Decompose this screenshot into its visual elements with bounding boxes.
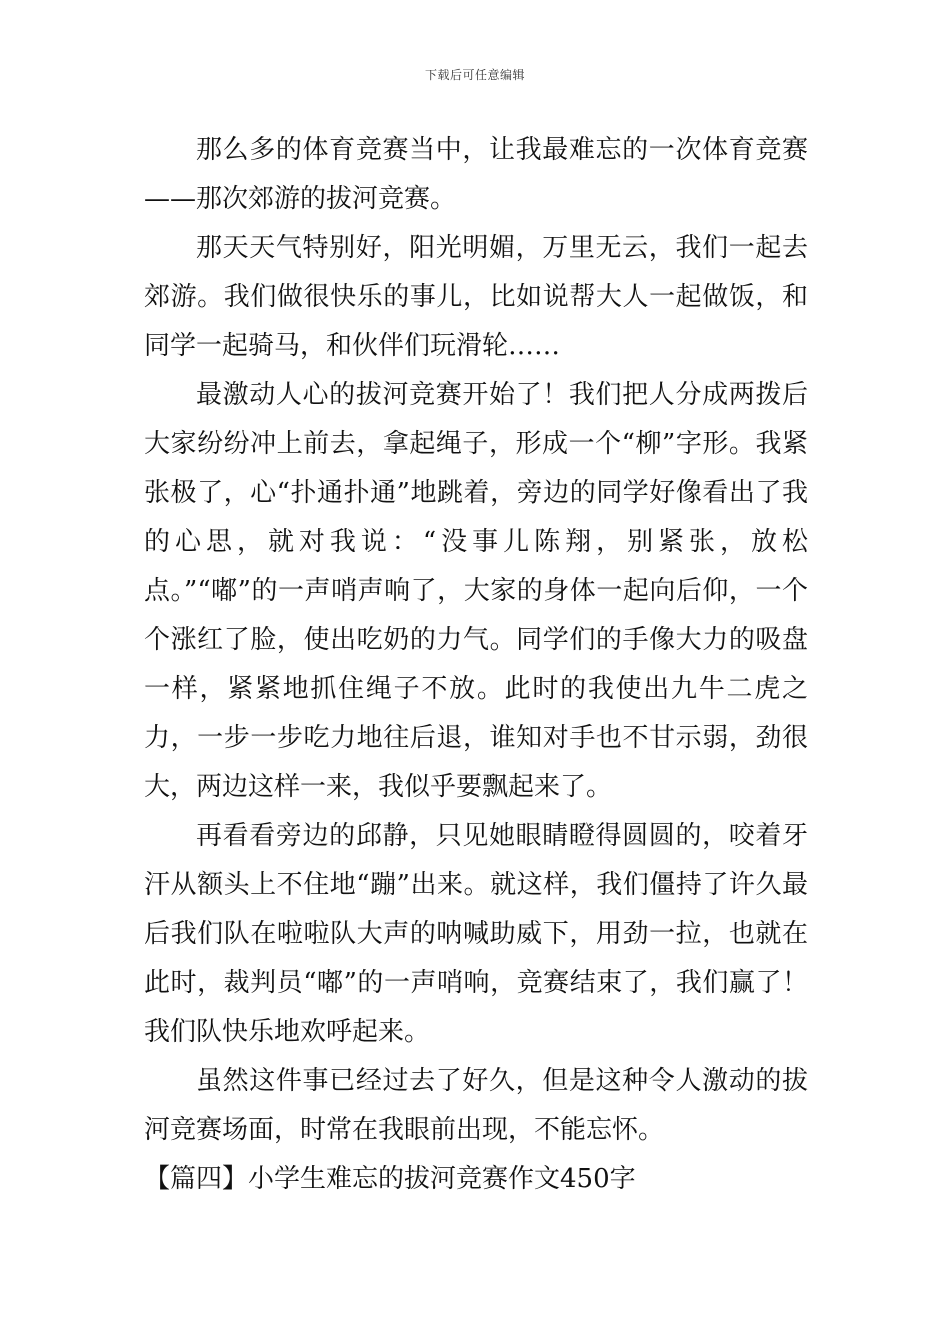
page-header: 下载后可任意编辑 — [424, 68, 525, 82]
paragraph-3: 最激动人心的拔河竞赛开始了！我们把人分成两拨后大家纷纷冲上前去，拿起绳子，形成一个“柳”字形。我紧张极了，心“扑通扑通”地跳着，旁边的同学好像看出了我的心思，就对我说：“没事儿陈翔，别紧张，放松点。”“嘟”的一声哨声响了，大家的身体一起向后仰，一个个涨红了脸，使出吃奶的力气。同学们的手像大力的吸盘一样，紧紧地抓住绳子不放。此时的我使出九牛二虎之力，一步一步吃力地往后退，谁知对手也不甘示弱，劲很大，两边这样一来，我似乎要飘起来了。 — [144, 380, 808, 802]
section-heading: 【篇四】小学生难忘的拔河竞赛作文450字 — [144, 1164, 636, 1194]
document-body — [144, 126, 808, 1204]
paragraph-5: 虽然这件事已经过去了好久，但是这种令人激动的拔河竞赛场面，时常在我眼前出现，不能忘怀。 — [144, 1066, 808, 1145]
paragraph-2: 那天天气特别好，阳光明媚，万里无云，我们一起去郊游。我们做很快乐的事儿，比如说帮大人一起做饭，和同学一起骑马，和伙伴们玩滑轮…… — [144, 233, 808, 361]
paragraph-4: 再看看旁边的邱静，只见她眼睛瞪得圆圆的，咬着牙汗从额头上不住地“蹦”出来。就这样，我们僵持了许久最后我们队在啦啦队大声的呐喊助威下，用劲一拉，也就在此时，裁判员“嘟”的一声哨响，竞赛结束了，我们赢了！我们队快乐地欢呼起来。 — [144, 821, 808, 1047]
paragraph-1: 那么多的体育竞赛当中，让我最难忘的一次体育竞赛——那次郊游的拔河竞赛。 — [144, 135, 808, 214]
